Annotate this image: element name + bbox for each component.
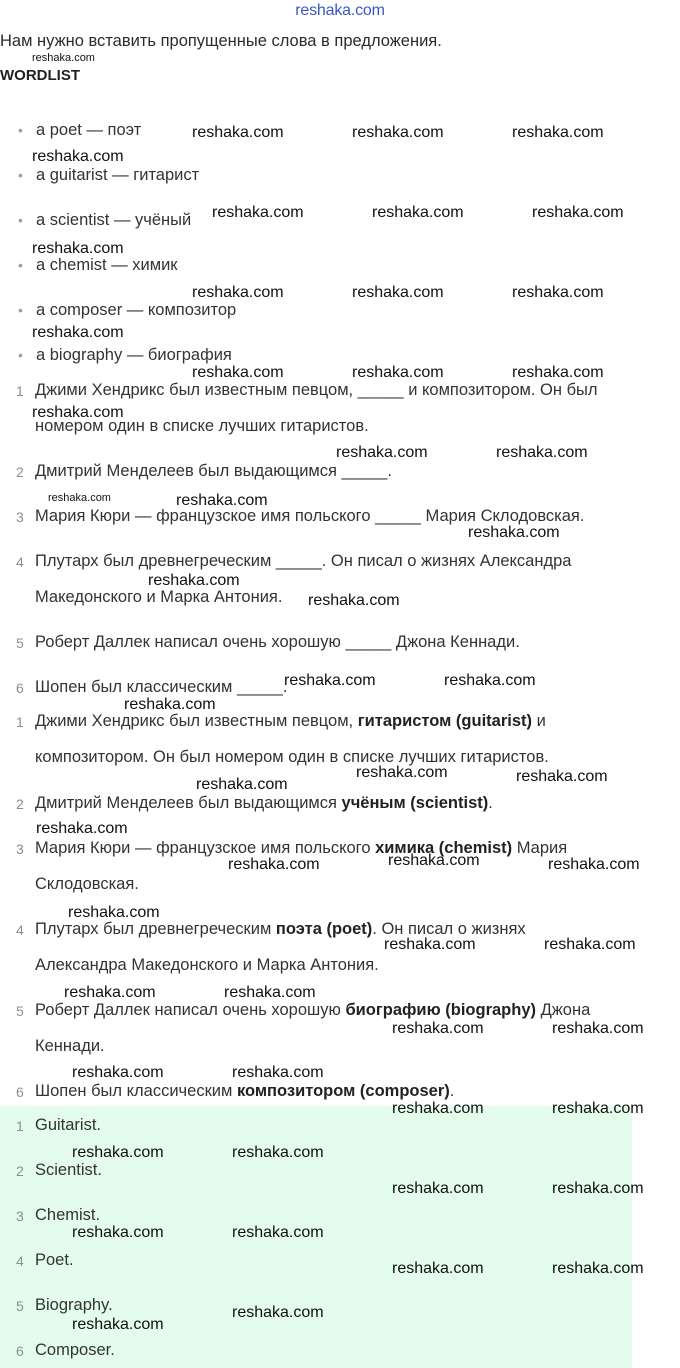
wordlist-item: • a chemist — химик	[18, 256, 178, 274]
watermark: reshaka.com	[352, 124, 444, 141]
solution-line: Роберт Даллек написал очень хорошую биографию (biography) Джона	[35, 1001, 591, 1019]
wordlist-item: • a composer — композитор	[18, 301, 237, 319]
bullet-icon: •	[18, 347, 23, 363]
watermark: reshaka.com	[552, 1260, 644, 1277]
watermark: reshaka.com	[392, 1180, 484, 1197]
item-number: 1	[16, 714, 24, 730]
exercise-line: Джими Хендрикс был известным певцом, _____ и композитором. Он был	[35, 381, 598, 399]
watermark: reshaka.com	[32, 240, 124, 257]
watermark: reshaka.com	[72, 1064, 164, 1081]
watermark: reshaka.com	[552, 1020, 644, 1037]
watermark: reshaka.com	[36, 820, 128, 837]
answer-word: гитаристом (guitarist)	[357, 712, 532, 730]
wordlist-item: • a poet — поэт	[18, 121, 142, 139]
watermark: reshaka.com	[32, 148, 124, 165]
exercise-line: Дмитрий Менделеев был выдающимся _____.	[35, 462, 392, 480]
solution-line: Мария Кюри — французское имя польского химика (chemist) Мария	[35, 839, 568, 857]
item-number: 5	[16, 1298, 24, 1314]
item-number: 6	[16, 680, 24, 696]
watermark: reshaka.com	[516, 768, 608, 785]
wordlist-item: • a scientist — учёный	[18, 211, 192, 229]
solution-line: композитором. Он был номером один в списке лучших гитаристов.	[35, 748, 549, 766]
watermark: reshaka.com	[532, 204, 624, 221]
watermark: reshaka.com	[148, 572, 240, 589]
exercise-line: Роберт Даллек написал очень хорошую _____ Джона Кеннади.	[35, 633, 520, 651]
bullet-icon: •	[18, 302, 23, 318]
solution-line: Джими Хендрикс был известным певцом, гитаристом (guitarist) и	[35, 712, 546, 730]
watermark: reshaka.com	[32, 52, 95, 64]
watermark: reshaka.com	[496, 444, 588, 461]
watermark: reshaka.com	[124, 696, 216, 713]
watermark: reshaka.com	[308, 592, 400, 609]
wordlist-item: • a biography — биография	[18, 346, 232, 364]
bullet-icon: •	[18, 122, 23, 138]
answer-word: композитором (composer)	[236, 1082, 450, 1100]
solution-line: Шопен был классическим композитором (composer).	[35, 1082, 455, 1100]
solution-line: Кеннади.	[35, 1037, 105, 1055]
watermark: reshaka.com	[228, 856, 320, 873]
watermark: reshaka.com	[392, 1260, 484, 1277]
watermark: reshaka.com	[552, 1180, 644, 1197]
item-number: 5	[16, 1003, 24, 1019]
answer-word: химика (chemist)	[375, 839, 513, 857]
item-number: 4	[16, 1253, 24, 1269]
item-number: 5	[16, 635, 24, 651]
answer-line: Biography.	[35, 1296, 113, 1314]
watermark: reshaka.com	[72, 1224, 164, 1241]
watermark: reshaka.com	[232, 1064, 324, 1081]
answer-word: учёным (scientist)	[341, 794, 489, 812]
watermark: reshaka.com	[512, 124, 604, 141]
watermark: reshaka.com	[372, 204, 464, 221]
answer-line: Scientist.	[35, 1161, 102, 1179]
watermark: reshaka.com	[392, 1020, 484, 1037]
watermark: reshaka.com	[232, 1304, 324, 1321]
watermark: reshaka.com	[544, 936, 636, 953]
watermark: reshaka.com	[232, 1144, 324, 1161]
watermark: reshaka.com	[72, 1316, 164, 1333]
watermark: reshaka.com	[192, 284, 284, 301]
solution-line: Дмитрий Менделеев был выдающимся учёным (scientist).	[35, 794, 493, 812]
item-number: 2	[16, 1163, 24, 1179]
bullet-icon: •	[18, 257, 23, 273]
item-number: 3	[16, 1208, 24, 1224]
exercise-line: номером один в списке лучших гитаристов.	[35, 417, 369, 435]
item-number: 3	[16, 841, 24, 857]
item-number: 1	[16, 1118, 24, 1134]
answer-line: Composer.	[35, 1341, 115, 1359]
exercise-line: Македонского и Марка Антония.	[35, 588, 283, 606]
item-number: 4	[16, 922, 24, 938]
watermark: reshaka.com	[392, 1100, 484, 1117]
watermark: reshaka.com	[356, 764, 448, 781]
item-number: 6	[16, 1084, 24, 1100]
answer-word: поэта (poet)	[275, 920, 373, 938]
item-number: 3	[16, 509, 24, 525]
watermark: reshaka.com	[212, 204, 304, 221]
item-number: 2	[16, 464, 24, 480]
intro-text: Нам нужно вставить пропущенные слова в предложения.	[0, 32, 442, 50]
watermark: reshaka.com	[32, 324, 124, 341]
watermark: reshaka.com	[468, 524, 560, 541]
exercise-line: Плутарх был древнегреческим _____. Он писал о жизнях Александра	[35, 552, 572, 570]
watermark: reshaka.com	[192, 124, 284, 141]
wordlist-title: WORDLIST	[0, 67, 80, 84]
watermark: reshaka.com	[352, 284, 444, 301]
bullet-icon: •	[18, 167, 23, 183]
site-link[interactable]: reshaka.com	[295, 2, 385, 19]
watermark: reshaka.com	[48, 492, 111, 504]
answer-line: Chemist.	[35, 1206, 101, 1224]
watermark: reshaka.com	[444, 672, 536, 689]
watermark: reshaka.com	[32, 404, 124, 421]
watermark: reshaka.com	[196, 776, 288, 793]
watermark: reshaka.com	[552, 1100, 644, 1117]
watermark: reshaka.com	[336, 444, 428, 461]
wordlist-item: • a guitarist — гитарист	[18, 166, 200, 184]
solution-line: Плутарх был древнегреческим поэта (poet). Он писал о жизнях	[35, 920, 526, 938]
solution-line: Александра Македонского и Марка Антония.	[35, 956, 379, 974]
watermark: reshaka.com	[224, 984, 316, 1001]
watermark: reshaka.com	[284, 672, 376, 689]
answer-line: Guitarist.	[35, 1116, 102, 1134]
watermark: reshaka.com	[64, 984, 156, 1001]
watermark: reshaka.com	[548, 856, 640, 873]
watermark: reshaka.com	[512, 284, 604, 301]
exercise-line: Шопен был классическим _____.	[35, 678, 288, 696]
item-number: 6	[16, 1343, 24, 1359]
watermark: reshaka.com	[388, 852, 480, 869]
exercise-line: Мария Кюри — французское имя польского _____ Мария Склодовская.	[35, 507, 585, 525]
watermark: reshaka.com	[232, 1224, 324, 1241]
solution-line: Склодовская.	[35, 875, 139, 893]
watermark: reshaka.com	[68, 904, 160, 921]
watermark: reshaka.com	[192, 364, 284, 381]
watermark: reshaka.com	[352, 364, 444, 381]
watermark: reshaka.com	[72, 1144, 164, 1161]
answer-word: биографию (biography)	[345, 1001, 536, 1019]
watermark: reshaka.com	[512, 364, 604, 381]
item-number: 2	[16, 796, 24, 812]
item-number: 4	[16, 554, 24, 570]
item-number: 1	[16, 383, 24, 399]
watermark: reshaka.com	[384, 936, 476, 953]
answer-line: Poet.	[35, 1251, 74, 1269]
watermark: reshaka.com	[176, 492, 268, 509]
bullet-icon: •	[18, 212, 23, 228]
